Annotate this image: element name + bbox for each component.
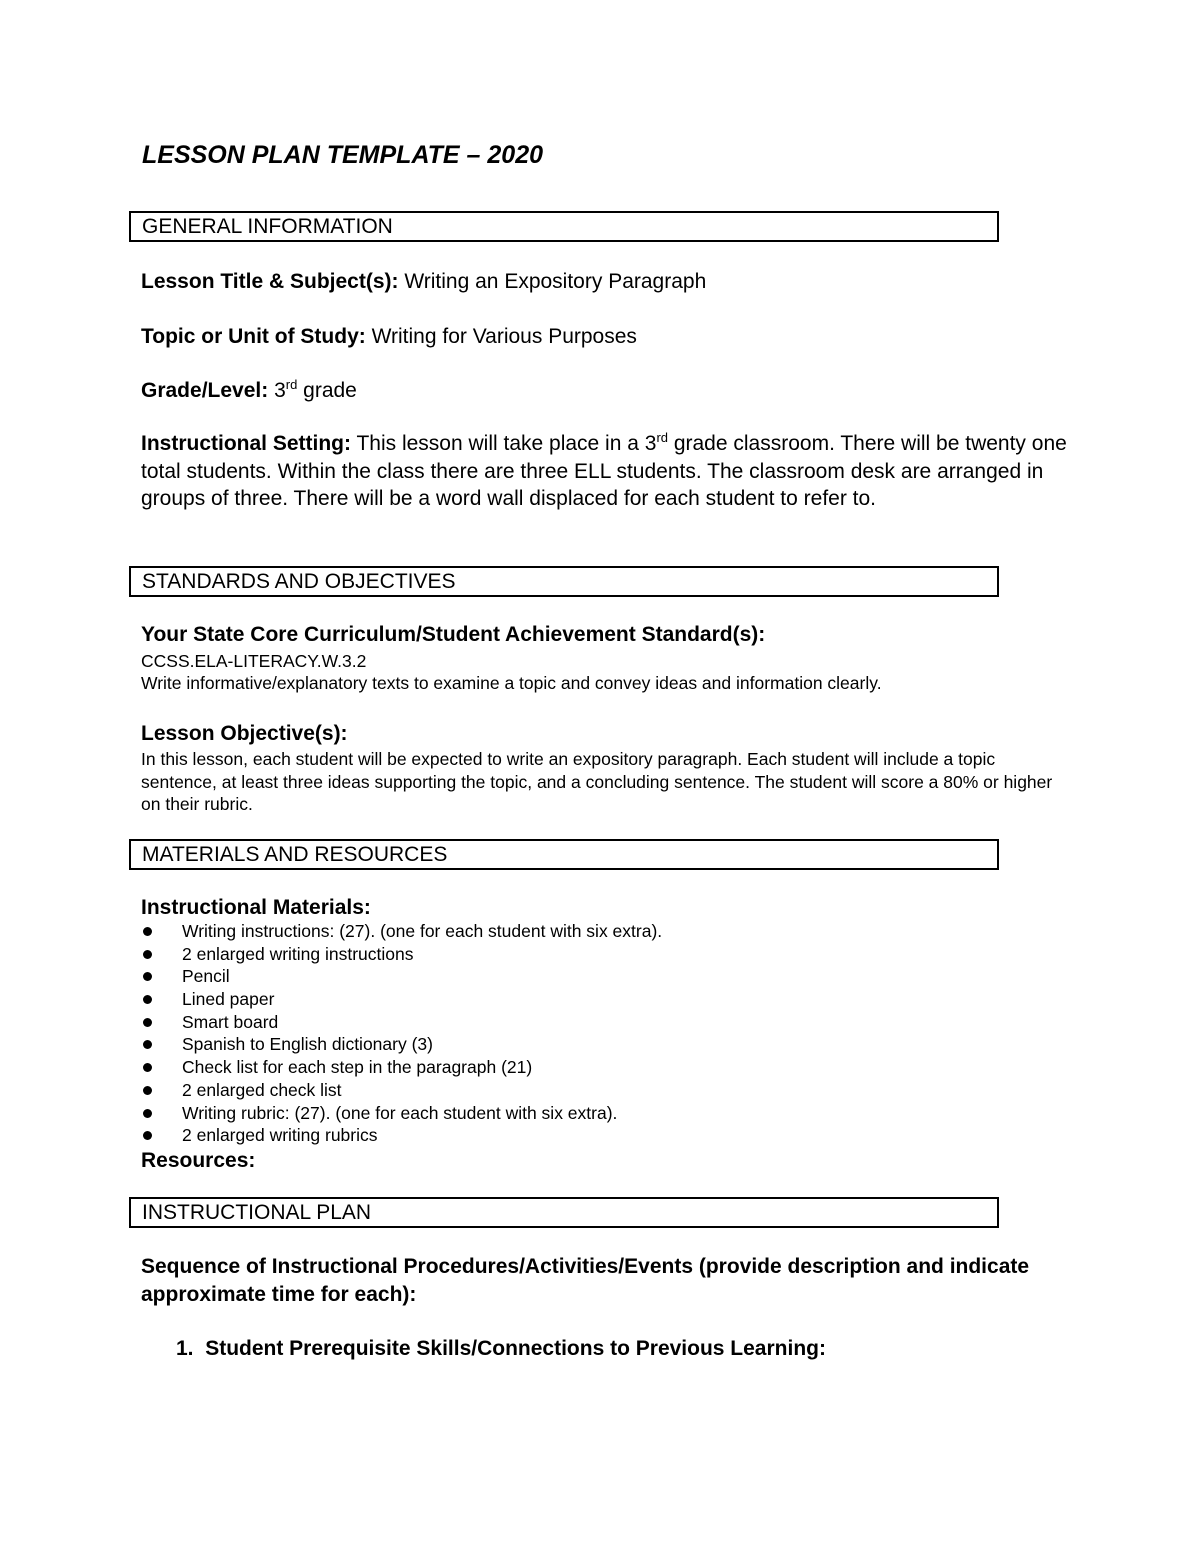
list-item-text: Pencil <box>182 966 230 987</box>
instructional-setting-value-rest: grade classroom. There will be twenty one total students. Within the class there are three ELL students. The classroom desk are arranged in groups of three. There will be a word wall displaced for each student to refer to. <box>141 432 1067 510</box>
list-item-text: Writing instructions: (27). (one for each student with six extra). <box>182 921 663 941</box>
bullet-icon <box>143 950 152 959</box>
list-item <box>141 1079 662 1102</box>
bullet-icon <box>143 972 152 981</box>
section-header-label: MATERIALS AND RESOURCES <box>142 843 448 866</box>
bullet-icon <box>143 1109 152 1118</box>
lesson-title-value: Writing an Expository Paragraph <box>398 270 707 293</box>
bullet-icon <box>143 1086 152 1095</box>
list-item-text: Check list for each step in the paragraph (21) <box>182 1057 533 1078</box>
lesson-title-label: Lesson Title & Subject(s): <box>141 270 399 293</box>
materials-list <box>141 920 662 1147</box>
bullet-icon <box>143 1063 152 1072</box>
grade-value-superscript: rd <box>285 377 298 392</box>
standard-label: Your State Core Curriculum/Student Achievement Standard(s): <box>141 623 766 646</box>
step-1-label: Student Prerequisite Skills/Connections to Previous Learning: <box>205 1337 826 1360</box>
list-item-text: 2 enlarged check list <box>182 1079 342 1100</box>
list-item <box>141 1102 662 1125</box>
list-item <box>141 988 662 1011</box>
instructional-materials-label: Instructional Materials: <box>141 896 371 919</box>
grade-field <box>141 377 357 404</box>
bullet-icon <box>143 995 152 1004</box>
standard-text: Write informative/explanatory texts to examine a topic and convey ideas and information clearly. <box>141 673 882 693</box>
resources-label: Resources: <box>141 1149 256 1172</box>
grade-value: 3 <box>268 379 286 402</box>
step-1 <box>176 1337 826 1361</box>
list-item <box>141 1011 662 1034</box>
topic-field <box>141 323 637 350</box>
bullet-icon <box>143 1018 152 1027</box>
list-item <box>141 1056 662 1079</box>
grade-label: Grade/Level: <box>141 379 269 402</box>
list-item-text: 2 enlarged writing rubrics <box>182 1125 378 1146</box>
section-header-label: INSTRUCTIONAL PLAN <box>142 1201 372 1224</box>
section-header-standards-and-objectives <box>129 566 999 597</box>
section-header-label: STANDARDS AND OBJECTIVES <box>142 570 456 593</box>
list-item-text: Spanish to English dictionary (3) <box>182 1034 433 1055</box>
sequence-label: Sequence of Instructional Procedures/Activities/Events (provide description and indicate approximate time for each): <box>141 1255 1030 1306</box>
objective-text: In this lesson, each student will be expected to write an expository paragraph. Each student will include a topic sentence, at least three ideas supporting the topic, and a concluding sentence. The student will score a 80% or higher on their rubric. <box>141 749 1053 814</box>
grade-value-suffix: grade <box>297 379 357 402</box>
list-item-text: Writing rubric: (27). (one for each student with six extra). <box>182 1102 618 1123</box>
bullet-icon <box>143 1131 152 1140</box>
document-title: LESSON PLAN TEMPLATE – 2020 <box>142 141 544 169</box>
list-item <box>141 920 662 943</box>
section-header-materials-and-resources <box>129 839 999 870</box>
bullet-icon <box>143 1040 152 1049</box>
list-item <box>141 965 662 988</box>
instructional-setting-label: Instructional Setting: <box>141 432 351 455</box>
bullet-icon <box>143 927 152 936</box>
list-item <box>141 943 662 966</box>
list-item-text: 2 enlarged writing instructions <box>182 943 414 964</box>
topic-value: Writing for Various Purposes <box>365 325 637 348</box>
instructional-setting-field <box>141 430 1071 513</box>
topic-label: Topic or Unit of Study: <box>141 325 366 348</box>
section-header-instructional-plan <box>129 1197 999 1228</box>
list-item-text: Lined paper <box>182 989 275 1010</box>
list-item <box>141 1124 662 1147</box>
lesson-title-field <box>141 268 706 295</box>
section-header-general-information <box>129 211 999 242</box>
standard-code: CCSS.ELA-LITERACY.W.3.2 <box>141 651 367 671</box>
instructional-setting-superscript: rd <box>656 430 668 445</box>
list-item-text: Smart board <box>182 1011 279 1032</box>
instructional-setting-value: This lesson will take place in a 3 <box>351 432 657 455</box>
section-header-label: GENERAL INFORMATION <box>142 215 393 238</box>
objective-label: Lesson Objective(s): <box>141 722 348 745</box>
step-1-number: 1. <box>176 1337 194 1360</box>
list-item <box>141 1033 662 1056</box>
